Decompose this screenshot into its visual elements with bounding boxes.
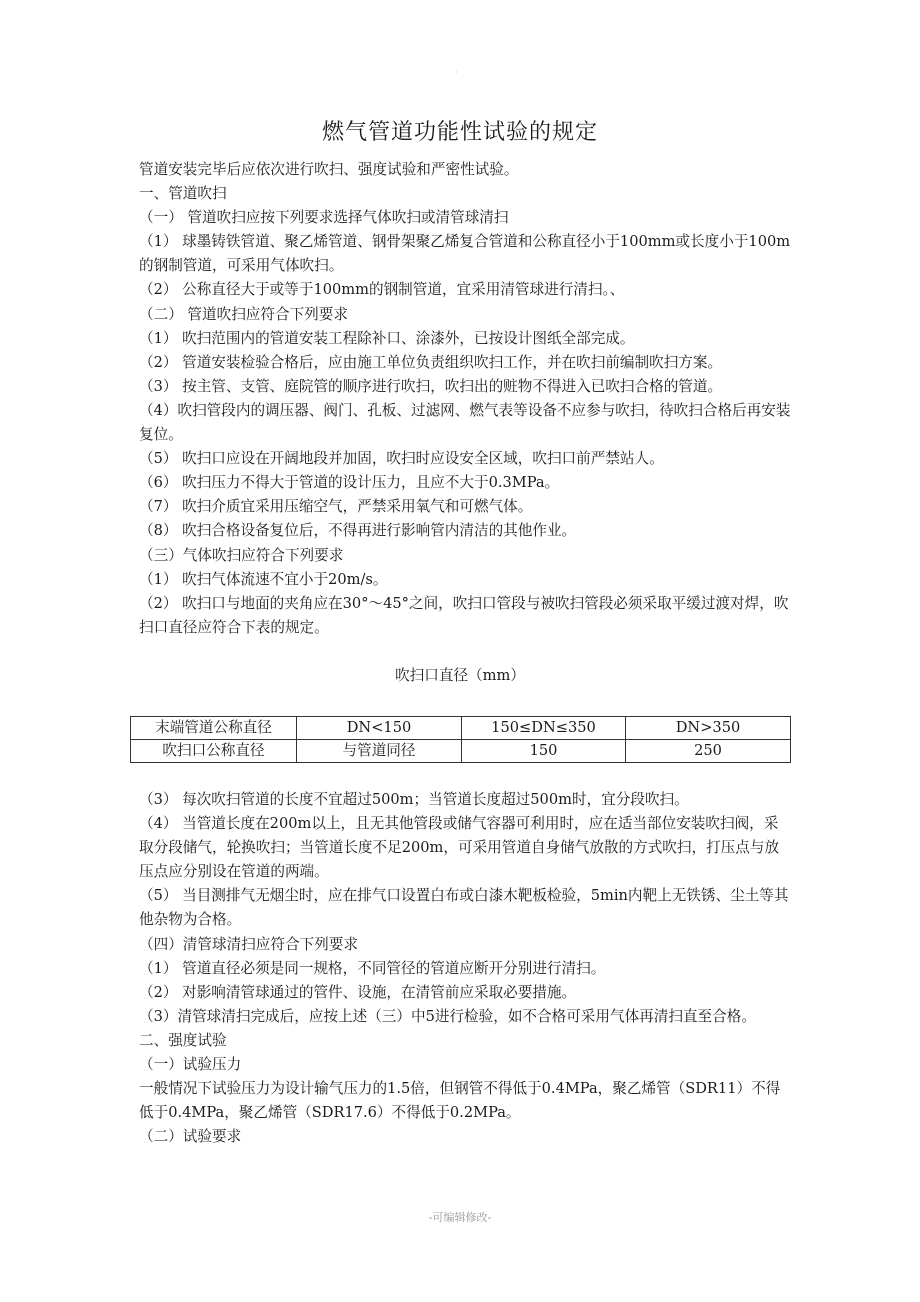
heading-strength-test: 二、强度试验 <box>139 1031 227 1049</box>
section-2 <box>139 788 791 1149</box>
table-cell: 150≤DN≤350 <box>462 717 626 740</box>
header-mark: · <box>455 68 458 77</box>
paragraph: （一） 管道吹扫应按下列要求选择气体吹扫或清管球清扫 <box>139 209 509 227</box>
paragraph: （3） 每次吹扫管道的长度不宜超过500m；当管道长度超过500m时，宜分段吹扫。 <box>139 791 689 808</box>
paragraph: （4）吹扫管段内的调压器、阀门、孔板、过滤网、燃气表等设备不应参与吹扫，待吹扫合格后再安装复位。 <box>139 401 791 444</box>
paragraph: （1） 球墨铸铁管道、聚乙烯管道、钢骨架聚乙烯复合管道和公称直径小于100mm或长度小于100m的钢制管道，可采用气体吹扫。 <box>139 233 791 275</box>
heading-pipe-purging: 一、管道吹扫 <box>139 185 227 203</box>
paragraph: （3） 按主管、支管、庭院管的顺序进行吹扫，吹扫出的赃物不得进入已吹扫合格的管道。 <box>139 377 723 395</box>
paragraph: （二）试验要求 <box>139 1128 242 1146</box>
paragraph: （7） 吹扫介质宜采用压缩空气，严禁采用氧气和可燃气体。 <box>139 498 533 516</box>
paragraph: （6） 吹扫压力不得大于管道的设计压力，且应不大于0.3MPa。 <box>139 474 560 492</box>
table-row <box>131 717 791 740</box>
table-cell: 末端管道公称直径 <box>131 717 297 740</box>
document-title: 燃气管道功能性试验的规定 <box>321 120 598 145</box>
table-cell: DN<150 <box>297 717 462 740</box>
paragraph: （2） 管道安装检验合格后，应由施工单位负责组织吹扫工作，并在吹扫前编制吹扫方案。 <box>139 353 723 371</box>
section-1 <box>139 158 791 640</box>
table-cell: DN>350 <box>626 717 791 740</box>
paragraph: （2） 公称直径大于或等于100mm的钢制管道，宜采用清管球进行清扫。、 <box>139 281 625 299</box>
table-caption: 吹扫口直径（mm） <box>395 667 525 684</box>
paragraph: （四）清管球清扫应符合下列要求 <box>139 935 358 953</box>
purge-diameter-table <box>130 716 791 763</box>
paragraph: （4） 当管道长度在200m以上，且无其他管段或储气容器可利用时，应在适当部位安装吹扫阀，采取分段储气，轮换吹扫；当管道长度不足200m，可采用管道自身储气放散的方式吹扫，打压点与放压点应分别设在管道的两端。 <box>139 815 780 881</box>
table-row <box>131 740 791 763</box>
table-cell: 与管道同径 <box>297 740 462 763</box>
paragraph: （二） 管道吹扫应符合下列要求 <box>139 305 348 323</box>
paragraph: （一）试验压力 <box>139 1056 242 1074</box>
paragraph: （1） 吹扫范围内的管道安装工程除补口、涂漆外，已按设计图纸全部完成。 <box>139 329 635 347</box>
paragraph: （1） 管道直径必须是同一规格，不同管径的管道应断开分别进行清扫。 <box>139 959 606 977</box>
table-cell: 250 <box>626 740 791 763</box>
paragraph: （1） 吹扫气体流速不宜小于20m/s。 <box>139 570 388 588</box>
paragraph: （2） 吹扫口与地面的夹角应在30°～45°之间，吹扫口管段与被吹扫管段必须采取平缓过渡对焊，吹扫口直径应符合下表的规定。 <box>139 594 789 636</box>
paragraph: 管道安装完毕后应依次进行吹扫、强度试验和严密性试验。 <box>139 161 519 178</box>
table-cell: 吹扫口公称直径 <box>131 740 297 763</box>
paragraph: （2） 对影响清管球通过的管件、设施，在清管前应采取必要措施。 <box>139 983 577 1001</box>
paragraph: （5） 当目测排气无烟尘时，应在排气口设置白布或白漆木靶板检验，5min内靶上无铁锈、尘土等其他杂物为合格。 <box>139 887 789 929</box>
paragraph: （三）气体吹扫应符合下列要求 <box>139 546 344 564</box>
table-cell: 150 <box>462 740 626 763</box>
paragraph: （5） 吹扫口应设在开阔地段并加固，吹扫时应设安全区域，吹扫口前严禁站人。 <box>139 450 664 468</box>
footer-note: -可编辑修改- <box>428 1211 492 1224</box>
paragraph: （8） 吹扫合格设备复位后，不得再进行影响管内清洁的其他作业。 <box>139 522 577 540</box>
paragraph: 一般情况下试验压力为设计输气压力的1.5倍，但钢管不得低于0.4MPa，聚乙烯管（SDR11）不得低于0.4MPa，聚乙烯管（SDR17.6）不得低于0.2MPa。 <box>139 1080 781 1122</box>
paragraph: （3）清管球清扫完成后，应按上述（三）中5进行检验，如不合格可采用气体再清扫直至合格。 <box>139 1007 756 1025</box>
